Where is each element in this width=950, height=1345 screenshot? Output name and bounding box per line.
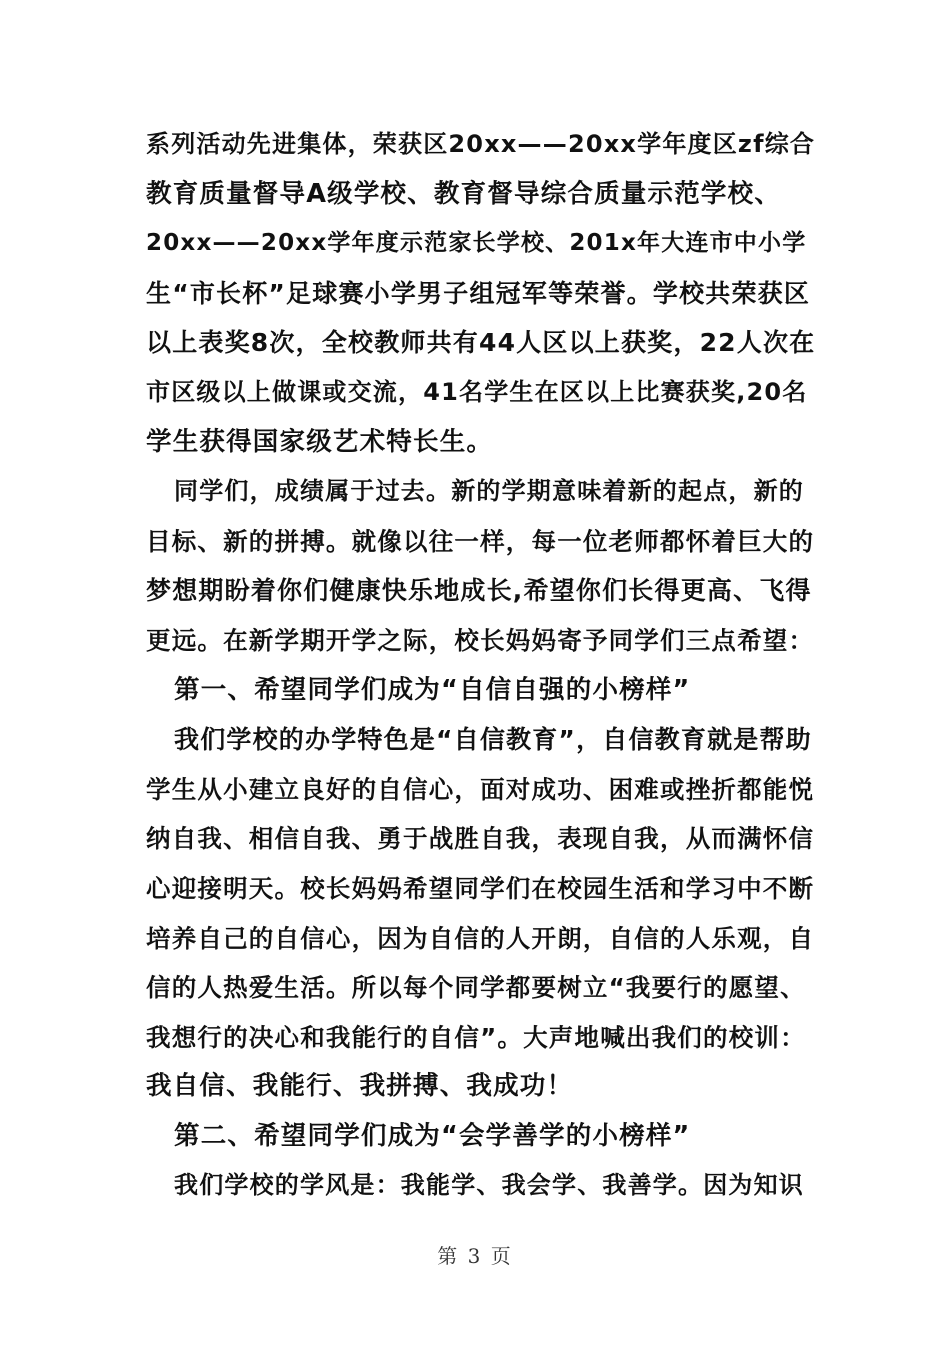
page-number: 第 3 页 bbox=[437, 1244, 513, 1268]
section-heading: 第一、希望同学们成为“自信自强的小榜样” bbox=[174, 674, 691, 705]
document-body bbox=[146, 120, 814, 1211]
text-line: 信的人热爱生活。所以每个同学都要树立“我要行的愿望、 bbox=[146, 973, 806, 1003]
text-line: 学生获得国家级艺术特长生。 bbox=[146, 426, 494, 457]
section-heading: 第二、希望同学们成为“会学善学的小榜样” bbox=[174, 1120, 691, 1151]
text-line: 目标、新的拼搏。就像以往一样，每一位老师都怀着巨大的 bbox=[146, 526, 815, 556]
text-line: 以上表奖8次，全校教师共有44人区以上获奖，22人次在 bbox=[146, 328, 816, 358]
text-line: 心迎接明天。校长妈妈希望同学们在校园生活和学习中不断 bbox=[146, 873, 815, 903]
text-line: 20xx——20xx学年度示范家长学校、201x年大连市中小学 bbox=[146, 230, 807, 257]
text-line: 我们学校的学风是：我能学、我会学、我善学。因为知识 bbox=[174, 1171, 804, 1200]
text-line: 梦想期盼着你们健康快乐地成长,希望你们长得更高、飞得 bbox=[146, 576, 812, 606]
text-line: 生“市长杯”足球赛小学男子组冠军等荣誉。学校共荣获区 bbox=[146, 278, 811, 308]
text-line: 教育质量督导A级学校、教育督导综合质量示范学校、 bbox=[146, 178, 782, 209]
text-line: 更远。在新学期开学之际，校长妈妈寄予同学们三点希望： bbox=[146, 625, 815, 655]
text-line: 培养自己的自信心，因为自信的人开朗，自信的人乐观，自 bbox=[146, 923, 815, 953]
text-line: 我想行的决心和我能行的自信”。大声地喊出我们的校训： bbox=[146, 1022, 806, 1052]
text-line: 我们学校的办学特色是“自信教育”，自信教育就是帮助 bbox=[174, 725, 812, 755]
text-line: 系列活动先进集体，荣获区20xx——20xx学年度区zf综合 bbox=[146, 130, 816, 158]
text-line: 我自信、我能行、我拼搏、我成功！ bbox=[146, 1071, 574, 1102]
text-line: 纳自我、相信自我、勇于战胜自我，表现自我，从而满怀信 bbox=[146, 824, 815, 854]
text-line: 市区级以上做课或交流，41名学生在区以上比赛获奖,20名 bbox=[146, 377, 808, 406]
text-line: 同学们，成绩属于过去。新的学期意味着新的起点，新的 bbox=[174, 477, 804, 506]
text-line: 学生从小建立良好的自信心，面对成功、困难或挫折都能悦 bbox=[146, 774, 815, 804]
